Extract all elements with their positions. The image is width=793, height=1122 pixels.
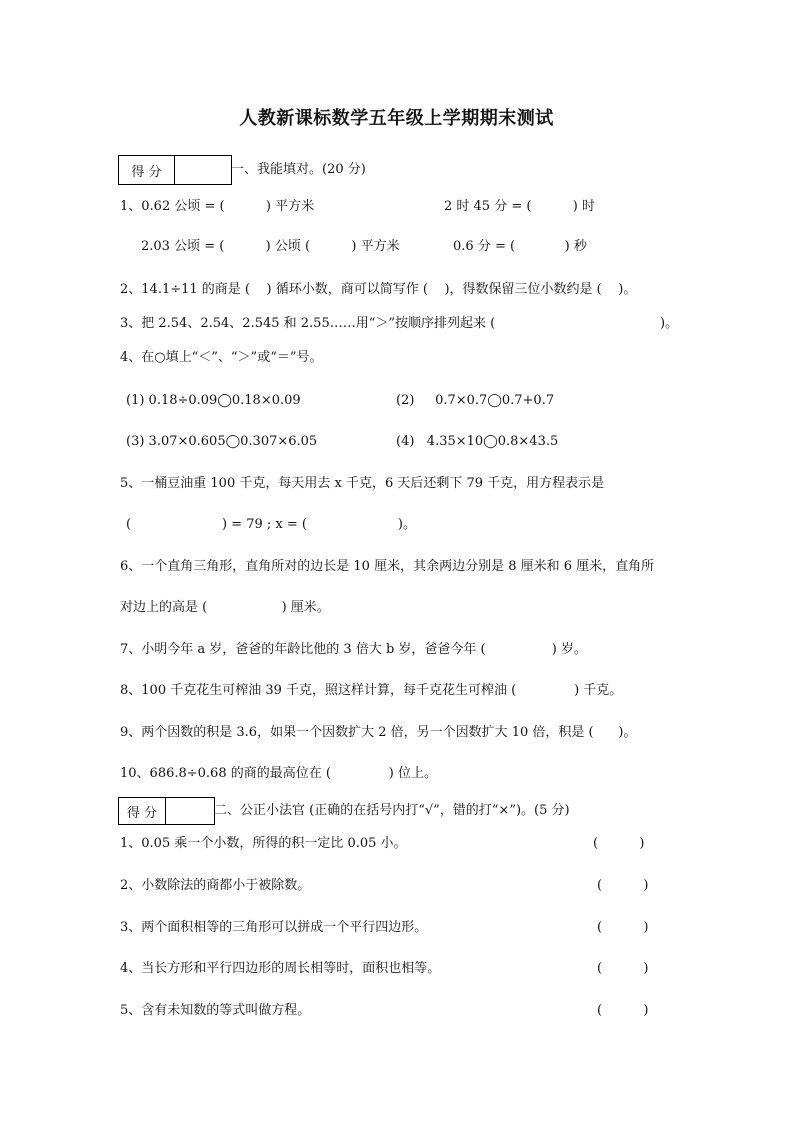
q3-start: 3、把 2.54、2.54、2.545 和 2.55……用“＞”按顺序排列起来 (: [120, 316, 496, 331]
q7: 7、小明今年 a 岁，爸爸的年龄比他的 3 倍大 b 岁，爸爸今年 ( ) 岁。: [120, 642, 587, 657]
judge-item-2: 2、小数除法的商都小于被除数。: [120, 878, 311, 893]
answer-paren-3[interactable]: ( ): [597, 920, 649, 935]
q5-line-1: 5、一桶豆油重 100 千克，每天用去 x 千克，6 天后还剩下 79 千克，用方程表示是: [120, 476, 605, 491]
q4-item-4: (4) 4.35×10◯0.8×43.5: [396, 434, 559, 449]
judge-item-3: 3、两个面积相等的三角形可以拼成一个平行四边形。: [120, 920, 428, 935]
q2: 2、14.1÷11 的商是 ( ) 循环小数，商可以简写作 ( )，得数保留三位小数约是 ( )。: [120, 282, 637, 297]
judge-item-1: 1、0.05 乘一个小数，所得的积一定比 0.05 小。: [120, 836, 407, 851]
score-blank[interactable]: [166, 798, 214, 824]
q6-line-2: 对边上的高是 ( ) 厘米。: [120, 600, 330, 615]
q1-part-d: 0.6 分 = ( ) 秒: [453, 239, 587, 254]
answer-paren-2[interactable]: ( ): [597, 878, 649, 893]
answer-paren-4[interactable]: ( ): [597, 961, 649, 976]
answer-paren-5[interactable]: ( ): [597, 1003, 649, 1018]
q1-part-b: 2 时 45 分 = ( ) 时: [444, 199, 595, 214]
q4-item-2: (2) 0.7×0.7◯0.7+0.7: [396, 393, 555, 408]
q5-line-2: ( ) = 79 ; x = ( )。: [126, 517, 416, 532]
q4: 4、在○填上“＜”、“＞”或“＝”号。: [120, 350, 323, 365]
page-title: 人教新课标数学五年级上学期期末测试: [239, 108, 554, 129]
judge-item-4: 4、当长方形和平行四边形的周长相等时，面积也相等。: [120, 961, 441, 976]
section2-heading: 二、公正小法官 (正确的在括号内打“√”，错的打“×”)。(5 分): [214, 803, 570, 818]
score-box-section1: [118, 155, 232, 185]
q10: 10、686.8÷0.68 的商的最高位在 ( ) 位上。: [120, 766, 437, 781]
score-blank[interactable]: [175, 156, 231, 184]
judge-item-5: 5、含有未知数的等式叫做方程。: [120, 1003, 311, 1018]
q4-item-1: (1) 0.18÷0.09◯0.18×0.09: [126, 393, 301, 408]
score-label: 得 分: [119, 798, 166, 824]
q1-part-c: 2.03 公顷 = ( ) 公顷 ( ) 平方米: [141, 239, 400, 254]
section1-heading: 一、我能填对。(20 分): [231, 162, 366, 177]
score-box-section2: [118, 797, 215, 825]
q4-item-3: (3) 3.07×0.605◯0.307×6.05: [126, 434, 318, 449]
q6-line-1: 6、一个直角三角形，直角所对的边长是 10 厘米，其余两边分别是 8 厘米和 6 厘米，直角所: [120, 559, 655, 574]
score-label: 得 分: [119, 156, 175, 184]
q3-end: )。: [660, 316, 679, 331]
answer-paren-1[interactable]: ( ): [593, 836, 645, 851]
q1-part-a: 1、0.62 公顷 = ( ) 平方米: [120, 199, 315, 214]
q9: 9、两个因数的积是 3.6，如果一个因数扩大 2 倍，另一个因数扩大 10 倍，积是 ( )。: [120, 725, 637, 740]
q8: 8、100 千克花生可榨油 39 千克，照这样计算，每千克花生可榨油 ( ) 千克。: [120, 683, 623, 698]
